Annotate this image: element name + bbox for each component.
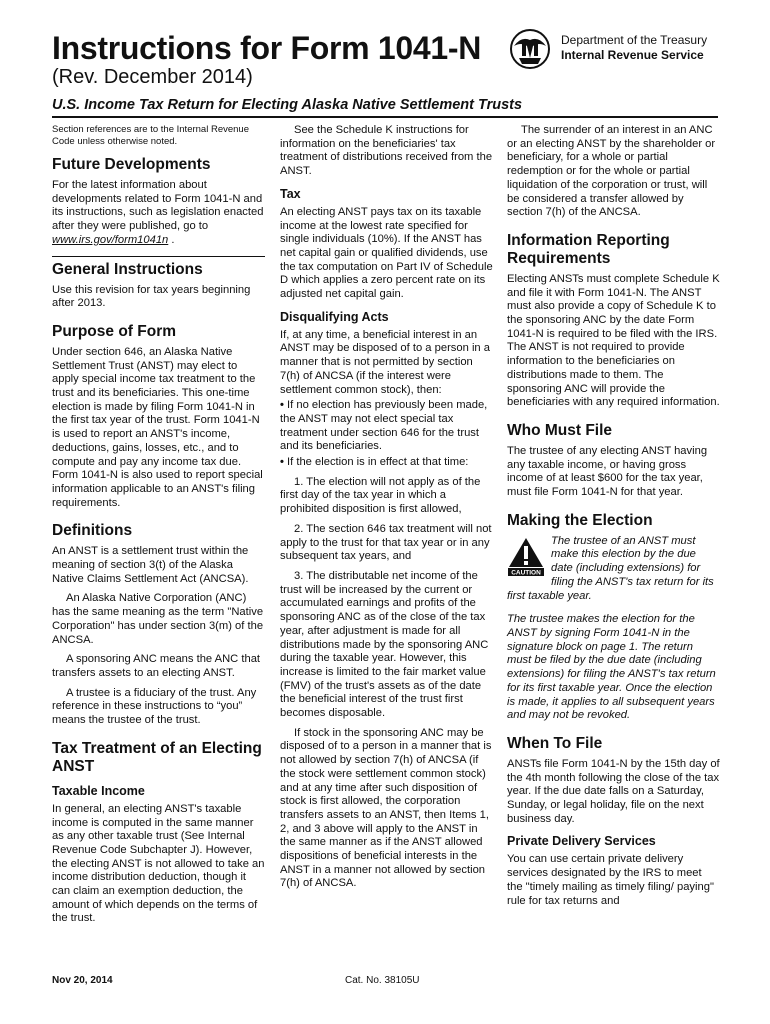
heading-general-instructions: General Instructions [52, 260, 203, 278]
schedule-k-note: See the Schedule K instructions for information on the beneficiaries' tax treatment of distributions received from the ANST. [280, 124, 493, 178]
who-must-file-text: The trustee of any electing ANST having any taxable income, or having gross income of at least $600 for the tax year, must file Form 1041-N for that year. [507, 444, 708, 499]
heading-who-must-file: Who Must File [507, 421, 613, 439]
section-note: Section references are to the Internal Revenue Code unless otherwise noted. [52, 124, 249, 147]
future-tail: . [168, 233, 175, 246]
heading-tax: Tax [280, 186, 301, 201]
election-text: The trustee makes the election for the ANST by signing Form 1041-N in the signature block on page 1. The return must be filed by the due date (including extensions) for filing the ANST's tax return for its first taxable year. Once the election is made, it applies to all subsequent years and may not be revoked. [507, 613, 716, 722]
heading-purpose-of-form: Purpose of Form [52, 322, 177, 340]
agency-name: Internal Revenue Service [561, 48, 704, 62]
column-2 [280, 124, 493, 897]
numbered-item: 1. The election will not apply as of the first day of the tax year in which a prohibited disposition is first allowed, [280, 475, 481, 516]
future-text: For the latest information about developments related to Form 1041-N and its instructions, such as legislation enacted after they were published, go to [52, 179, 264, 233]
heading-disqualifying-acts: Disqualifying Acts [280, 309, 389, 324]
heading-future-developments: Future Developments [52, 156, 211, 173]
agency-block [561, 33, 707, 63]
bullet-item: • If no election has previously been made, the ANST may not elect special tax treatment under section 646 for the trust and its beneficiaries. [280, 399, 493, 454]
caution-text: The trustee of an ANST must make this election by the due date (including extensions) for filing the ANST's tax return for its first taxable year. [507, 534, 714, 602]
purpose-text: Under section 646, an Alaska Native Settlement Trust (ANST) may elect to apply special income tax treatment to the trust and its beneficiaries. This one-time election is made by filing Form 1041-N in the first tax year of the trust. Form 1041-N is used to report an ANST's income, deductions, gains, losses, etc., and to compute and pay any income tax due. Form 1041-N is also used to report special information applicable to an ANST's filing requirements. [52, 345, 263, 509]
form1041n-link[interactable]: www.irs.gov/form1041n [52, 233, 169, 246]
information-reporting-text: Electing ANSTs must complete Schedule K and file it with Form 1041-N. The ANST must also provide a copy of Schedule K to the sponsoring ANC by the date Form 1041-N is required to be filed with the IRS. The ANST is not required to provide information to the beneficiaries on distributions made to them. The sponsoring ANC will provide the beneficiaries with any required information. [507, 272, 720, 409]
footer-date: Nov 20, 2014 [52, 975, 113, 986]
general-instructions-text: Use this revision for tax years beginning after 2013. [52, 283, 251, 310]
irs-eagle-logo-icon [505, 28, 555, 70]
heading-tax-treatment: Tax Treatment of an Electing ANST [52, 739, 262, 775]
definition-trustee: A trustee is a fiduciary of the trust. Any reference in these instructions to “you” means the trustee of the trust. [52, 686, 257, 727]
surrender-text: The surrender of an interest in an ANC or an electing ANST by the shareholder or beneficiary, for a whole or partial redemption or for the whole or partial liquidation of the corporation or trust, will be considered a transfer allowed by section 7(h) of the ANCSA. [507, 124, 716, 219]
revision-date: (Rev. December 2014) [52, 66, 253, 88]
when-to-file-text: ANSTs file Form 1041-N by the 15th day of the 4th month following the close of the tax year. If the due date falls on a Saturday, Sunday, or legal holiday, file on the next business day. [507, 757, 720, 825]
future-developments-text [52, 179, 265, 248]
department-name: Department of the Treasury [561, 33, 708, 47]
numbered-item: 3. The distributable net income of the trust will be increased by the current or accumulated earnings and profits of the sponsoring ANC as of the close of the tax year, after adjustment is made for all distributions made by the sponsoring ANC during the taxable year. However, this increase is limited to the fair market value (FMV) of the trust's assets as of the date the beneficial interest of the trust first becomes disposable. [280, 569, 489, 720]
caution-label: CAUTION [511, 569, 541, 577]
tax-text: An electing ANST pays tax on its taxable income at the lowest rate specified for single individuals (10%). If the ANST has net capital gain or qualified dividends, use the tax computation on Part IV of Schedule D which applies a zero percent rate on its adjusted net capital gain. [280, 205, 493, 301]
definition-anc: An Alaska Native Corporation (ANC) has the same meaning as the term "Native Corporation" has under section 3(m) of the ANCSA. [52, 592, 264, 646]
column-3 [507, 124, 720, 914]
heading-private-delivery-services: Private Delivery Services [507, 834, 656, 849]
heading-definitions: Definitions [52, 522, 133, 540]
taxable-income-text: In general, an electing ANST's taxable income is computed in the same manner as any other taxable trust (See Internal Revenue Code Subchapter J). However, the electing ANST is not allowed to take an income distribution deduction, though it can claim an exemption deduction, the amount of which depends on the terms of the trust. [52, 802, 265, 925]
form-subtitle: U.S. Income Tax Return for Electing Alaska Native Settlement Trusts [52, 97, 523, 113]
header-rule [52, 116, 718, 118]
bullet-item: • If the election is in effect at that time: [280, 456, 493, 470]
heading-information-reporting: Information Reporting Requirements [507, 231, 670, 267]
heading-when-to-file: When To File [507, 734, 603, 752]
heading-taxable-income: Taxable Income [52, 783, 145, 798]
footer-catalog-number: Cat. No. 38105U [345, 975, 420, 986]
page-title: Instructions for Form 1041-N [52, 30, 482, 66]
stock-disposition-text: If stock in the sponsoring ANC may be disposed of to a person in a manner that is not allowed by section 7(h) of ANCSA (if the stock were settlement common stock) and at any time after such disposition of stock is first allowed, the corporation transfers assets to an ANST, then Items 1, 2, and 3 above will apply to the ANST in the same manner as if the ANST allowed dispositions of beneficial interests in the ANST in a manner not allowed by section 7(h) of ANCSA. [280, 726, 492, 890]
caution-block [507, 535, 720, 604]
disqualifying-text: If, at any time, a beneficial interest in an ANST may be disposed of to a person in a manner that is not permitted by section 7(h) of ANCSA (if the interest were settlement common stock), then: [280, 328, 490, 396]
private-delivery-text: You can use certain private delivery services designated by the IRS to meet the "timely mailing as timely filing/ paying" rule for tax returns and [507, 853, 714, 907]
heading-making-the-election: Making the Election [507, 511, 653, 529]
definition-anst: An ANST is a settlement trust within the meaning of section 3(t) of the Alaska Native Claims Settlement Act (ANCSA). [52, 545, 249, 585]
caution-icon [507, 537, 545, 577]
definition-sponsoring-anc: A sponsoring ANC means the ANC that transfers assets to an electing ANST. [52, 653, 261, 679]
numbered-item: 2. The section 646 tax treatment will not apply to the trust for that tax year or in any subsequent tax years, and [280, 522, 492, 563]
section-divider [52, 256, 265, 257]
column-1 [52, 124, 265, 932]
